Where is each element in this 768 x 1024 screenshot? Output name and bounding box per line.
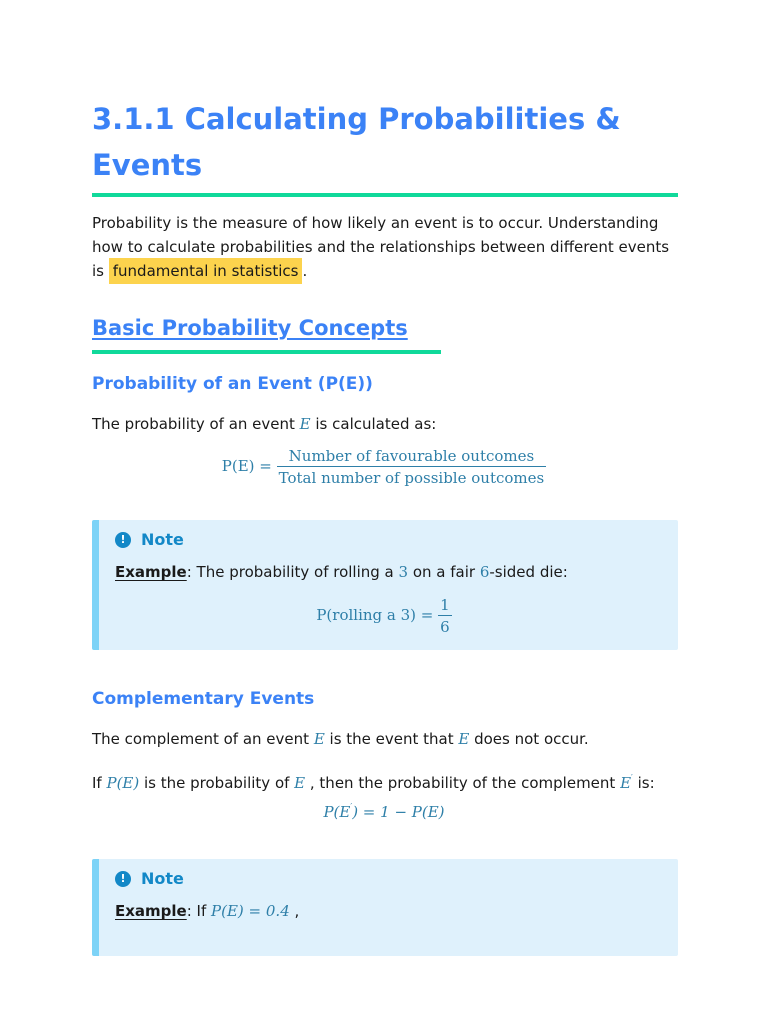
intro-paragraph — [92, 211, 678, 283]
complement-definition — [92, 727, 678, 751]
example-label: Example — [115, 902, 187, 920]
intro-end: . — [302, 262, 308, 280]
text: does not occur. — [469, 730, 589, 748]
math-var-e: E — [299, 415, 311, 433]
intro-text: Probability is the measure of how likely an event is to occur. Understanding how to calculate probabilities and the relationships between different events is — [92, 214, 670, 280]
complement-statement — [92, 766, 678, 795]
die-formula — [0, 596, 768, 636]
page-title: 3.1.1 Calculating Probabilities & Events — [92, 102, 621, 182]
text: -sided die: — [489, 563, 568, 581]
math-number: 3 — [398, 563, 409, 581]
text: The complement of an event — [92, 730, 314, 748]
text: on a fair — [408, 563, 480, 581]
note-body — [115, 560, 568, 584]
note-body — [115, 899, 299, 923]
note-label: Note — [141, 869, 184, 888]
math-var-e: E — [313, 730, 325, 748]
section-underline — [92, 350, 441, 354]
subheading-complementary-events: Complementary Events — [92, 689, 315, 709]
section-heading[interactable]: Basic Probability Concepts — [92, 316, 408, 340]
formula-numerator: 1 — [440, 596, 450, 614]
formula-fraction — [438, 596, 452, 636]
subheading-probability-of-event: Probability of an Event (P(E)) — [92, 374, 373, 394]
text: is the event that — [324, 730, 459, 748]
formula-lhs: P(rolling a 3) = — [316, 606, 434, 624]
math-var-e: E — [294, 774, 306, 792]
title-underline — [92, 193, 678, 197]
note-header — [115, 869, 184, 888]
text: The probability of an event — [92, 415, 300, 433]
formula-numerator: Number of favourable outcomes — [277, 447, 547, 467]
example-label: Example — [115, 563, 187, 581]
probability-formula — [0, 447, 768, 487]
formula-denominator: 6 — [440, 618, 450, 636]
formula-fraction — [277, 447, 547, 487]
text: , — [289, 902, 300, 920]
formula-rhs: ) = 1 − P(E) — [352, 803, 445, 821]
text: , then the probability of the complement — [305, 774, 621, 792]
math-var-e: E — [458, 730, 470, 748]
formula-lhs: P(E) = — [221, 457, 272, 475]
math-expression: P(E) = 0.4 — [211, 902, 290, 920]
text: is: — [632, 774, 655, 792]
prime-mark: ′ — [631, 773, 633, 782]
note-header — [115, 530, 184, 549]
complement-formula — [0, 802, 768, 821]
info-icon: ! — [115, 871, 131, 887]
info-icon: ! — [115, 532, 131, 548]
note-box — [92, 520, 678, 650]
math-expression: P(E) — [106, 774, 140, 792]
math-number: 6 — [479, 563, 490, 581]
text: is calculated as: — [310, 415, 437, 433]
text: : The probability of rolling a — [186, 563, 399, 581]
text: is the probability of — [139, 774, 295, 792]
note-box — [92, 859, 678, 956]
text: If — [92, 774, 107, 792]
highlight-text: fundamental in statistics — [109, 258, 303, 284]
note-label: Note — [141, 530, 184, 549]
formula-lhs: P(E — [323, 803, 351, 821]
formula-denominator: Total number of possible outcomes — [278, 469, 545, 487]
text: : If — [186, 902, 212, 920]
probability-definition — [92, 412, 678, 436]
math-var-e-complement: E — [620, 774, 632, 792]
prime-mark: ′ — [350, 802, 353, 811]
